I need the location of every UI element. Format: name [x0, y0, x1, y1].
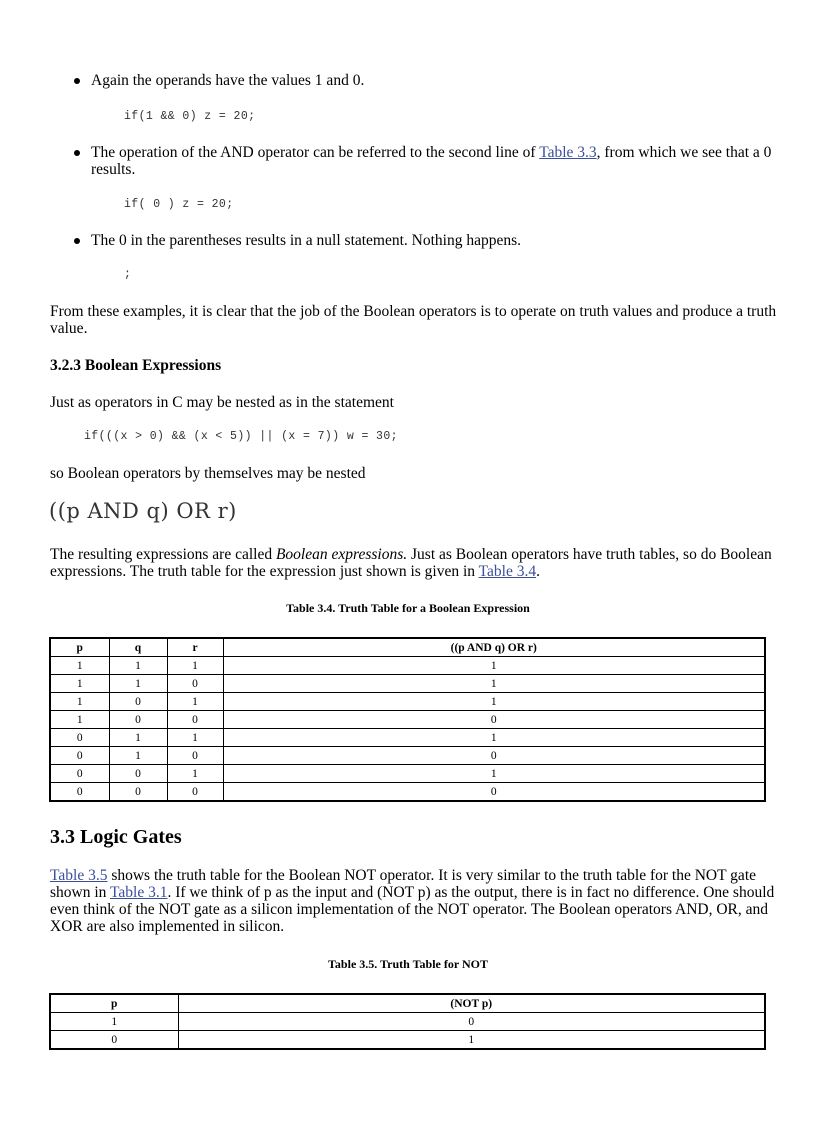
- bullet-item: [74, 72, 774, 89]
- column-header: ((p AND q) OR r): [223, 638, 765, 657]
- table-3-4-link[interactable]: Table 3.4: [478, 563, 537, 580]
- table-cell: 0: [109, 693, 167, 711]
- table-3-3-link[interactable]: Table 3.3: [539, 144, 597, 161]
- table-cell: 1: [50, 675, 109, 693]
- code-line: if( 0 ) z = 20;: [124, 198, 234, 211]
- column-header: r: [167, 638, 223, 657]
- table-cell: 0: [167, 675, 223, 693]
- bullet-text: The operation of the AND operator can be referred to the second line of Table 3.3, from which we see that a 0 results.: [91, 144, 772, 178]
- table-row: [50, 747, 765, 765]
- paragraph: Table 3.5 shows the truth table for the Boolean NOT operator. It is very similar to the truth table for the NOT gate shown in Table 3.1. If we think of p as the input and (NOT p) as the output, there is in fact no difference. One should even think of the NOT gate as a silicon implementation of the NOT operator. The Boolean operators AND, OR, and XOR are also implemented in silicon.: [50, 867, 775, 935]
- table-row: [50, 657, 765, 675]
- code-line: if(((x > 0) && (x < 5)) || (x = 7)) w = 30;: [84, 430, 398, 443]
- table-cell: 1: [109, 675, 167, 693]
- paragraph: The resulting expressions are called Boolean expressions. Just as Boolean operators have truth tables, so do Boolean expressions. The truth table for the expression just shown is given in Table 3.4.: [50, 546, 772, 580]
- paragraph: From these examples, it is clear that the job of the Boolean operators is to operate on truth values and produce a truth value.: [50, 303, 777, 337]
- table-row: [50, 783, 765, 802]
- bullet-dot-icon: [74, 78, 80, 84]
- table-row: [50, 729, 765, 747]
- table-cell: 1: [50, 1013, 178, 1031]
- table-cell: 0: [167, 711, 223, 729]
- table-cell: 0: [223, 783, 765, 802]
- table-row: [50, 711, 765, 729]
- table-3-5-link[interactable]: Table 3.5: [50, 867, 108, 884]
- table-cell: 1: [167, 729, 223, 747]
- section-heading-3-2-3: 3.2.3 Boolean Expressions: [50, 357, 222, 374]
- table-cell: 0: [50, 783, 109, 802]
- table-cell: 1: [167, 657, 223, 675]
- table-cell: 1: [50, 657, 109, 675]
- bullet-dot-icon: [74, 150, 80, 156]
- table-cell: 0: [167, 747, 223, 765]
- code-line: ;: [124, 268, 132, 281]
- paragraph: so Boolean operators by themselves may be nested: [50, 465, 366, 482]
- bullet-text: The 0 in the parentheses results in a null statement. Nothing happens.: [91, 232, 522, 249]
- table-cell: 1: [50, 711, 109, 729]
- table-cell: 0: [178, 1013, 765, 1031]
- table-caption: Table 3.4. Truth Table for a Boolean Expression: [286, 601, 530, 615]
- table-cell: 0: [50, 747, 109, 765]
- table-cell: 0: [50, 1031, 178, 1050]
- table-cell: 0: [109, 711, 167, 729]
- table-cell: 0: [223, 711, 765, 729]
- table-cell: 1: [223, 729, 765, 747]
- section-heading-3-3: 3.3 Logic Gates: [50, 826, 182, 848]
- table-row: [50, 693, 765, 711]
- table-cell: 1: [50, 693, 109, 711]
- bullet-item: [74, 232, 774, 249]
- table-cell: 1: [167, 693, 223, 711]
- column-header: p: [50, 994, 178, 1013]
- truth-table-3-4: [49, 637, 766, 802]
- truth-table-3-5: [49, 993, 766, 1050]
- table-caption: Table 3.5. Truth Table for NOT: [328, 957, 488, 971]
- bullet-item: [74, 144, 774, 178]
- table-cell: 0: [109, 765, 167, 783]
- column-header: q: [109, 638, 167, 657]
- table-row: [50, 765, 765, 783]
- table-cell: 0: [109, 783, 167, 802]
- table-cell: 1: [223, 657, 765, 675]
- table-cell: 1: [109, 747, 167, 765]
- table-3-1-link[interactable]: Table 3.1: [110, 884, 168, 901]
- table-cell: 0: [223, 747, 765, 765]
- table-cell: 0: [50, 765, 109, 783]
- table-cell: 0: [167, 783, 223, 802]
- table-row: [50, 1031, 765, 1050]
- boolean-expression-image: ((p AND q) OR r): [49, 499, 237, 523]
- column-header: p: [50, 638, 109, 657]
- paragraph: Just as operators in C may be nested as in the statement: [50, 394, 394, 411]
- table-cell: 1: [178, 1031, 765, 1050]
- table-cell: 1: [223, 693, 765, 711]
- table-cell: 1: [109, 657, 167, 675]
- table-header-row: [50, 994, 765, 1013]
- bullet-text: Again the operands have the values 1 and 0.: [91, 72, 365, 89]
- table-row: [50, 1013, 765, 1031]
- table-cell: 1: [223, 675, 765, 693]
- table-cell: 1: [167, 765, 223, 783]
- column-header: (NOT p): [178, 994, 765, 1013]
- table-cell: 0: [50, 729, 109, 747]
- table-row: [50, 675, 765, 693]
- table-cell: 1: [109, 729, 167, 747]
- bullet-dot-icon: [74, 238, 80, 244]
- table-header-row: [50, 638, 765, 657]
- table-cell: 1: [223, 765, 765, 783]
- code-line: if(1 && 0) z = 20;: [124, 110, 256, 123]
